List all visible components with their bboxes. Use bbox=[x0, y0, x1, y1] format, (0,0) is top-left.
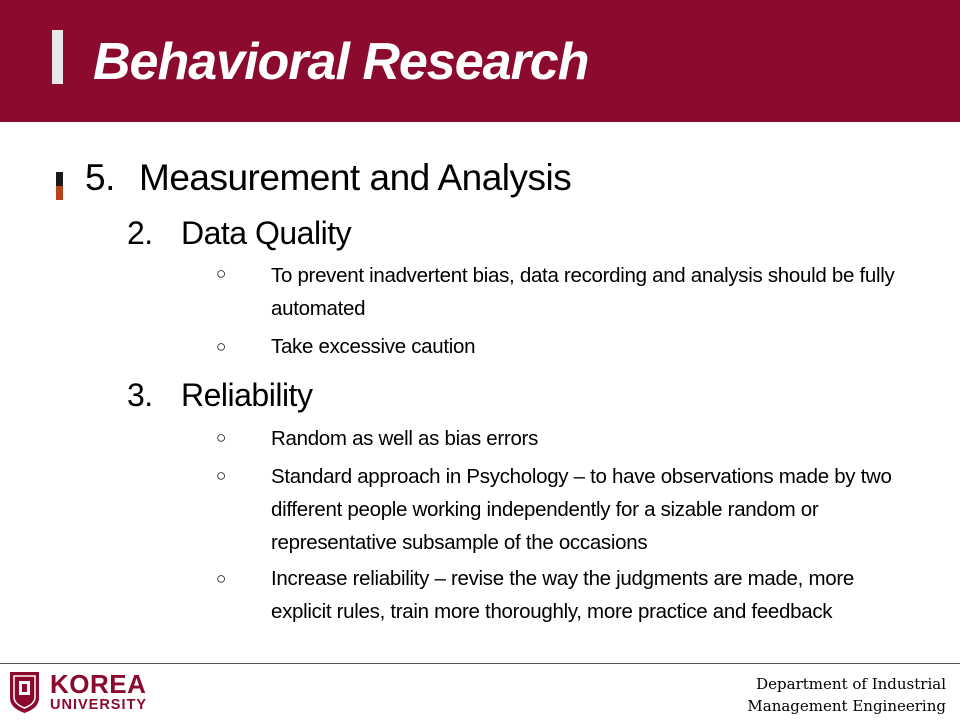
bullet-circle-icon: ○ bbox=[216, 428, 227, 447]
subsection-number: 2. bbox=[127, 215, 153, 251]
department-line-2: Management Engineering bbox=[747, 697, 946, 715]
bullet-text: Random as well as bias errors bbox=[271, 427, 539, 450]
bullet-text: Standard approach in Psychology – to have observations made by two different people working independently for a sizable random or representative subsample of the occasions bbox=[271, 465, 892, 554]
section-label: Measurement and Analysis bbox=[139, 157, 572, 198]
slide-title: Behavioral Research bbox=[93, 33, 589, 91]
logo-wordmark-korea: KOREA bbox=[50, 669, 147, 699]
bullet-circle-icon: ○ bbox=[216, 466, 227, 485]
bullet-text: Take excessive caution bbox=[271, 335, 476, 358]
bullet-circle-icon: ○ bbox=[216, 264, 227, 283]
bullet-circle-icon: ○ bbox=[216, 569, 227, 588]
bullet-text: To prevent inadvertent bias, data recording and analysis should be fully automated bbox=[271, 264, 895, 320]
subsection-number: 3. bbox=[127, 377, 153, 413]
bullet-text: Increase reliability – revise the way the judgments are made, more explicit rules, train more thoroughly, more practice and feedback bbox=[271, 567, 854, 623]
subsection-label: Reliability bbox=[181, 377, 313, 413]
university-seal-icon bbox=[8, 670, 41, 714]
bullet-circle-icon: ○ bbox=[216, 337, 227, 356]
footer-divider bbox=[0, 663, 960, 664]
logo-wordmark-university: UNIVERSITY bbox=[50, 697, 148, 713]
title-accent-bar bbox=[52, 30, 63, 84]
department-name bbox=[747, 673, 946, 717]
title-banner bbox=[0, 0, 960, 122]
korea-university-logo bbox=[8, 670, 148, 714]
subsection-label: Data Quality bbox=[181, 215, 352, 251]
section-accent-bar-lower bbox=[56, 186, 63, 200]
department-line-1: Department of Industrial bbox=[756, 675, 946, 693]
section-number: 5. bbox=[85, 157, 115, 198]
